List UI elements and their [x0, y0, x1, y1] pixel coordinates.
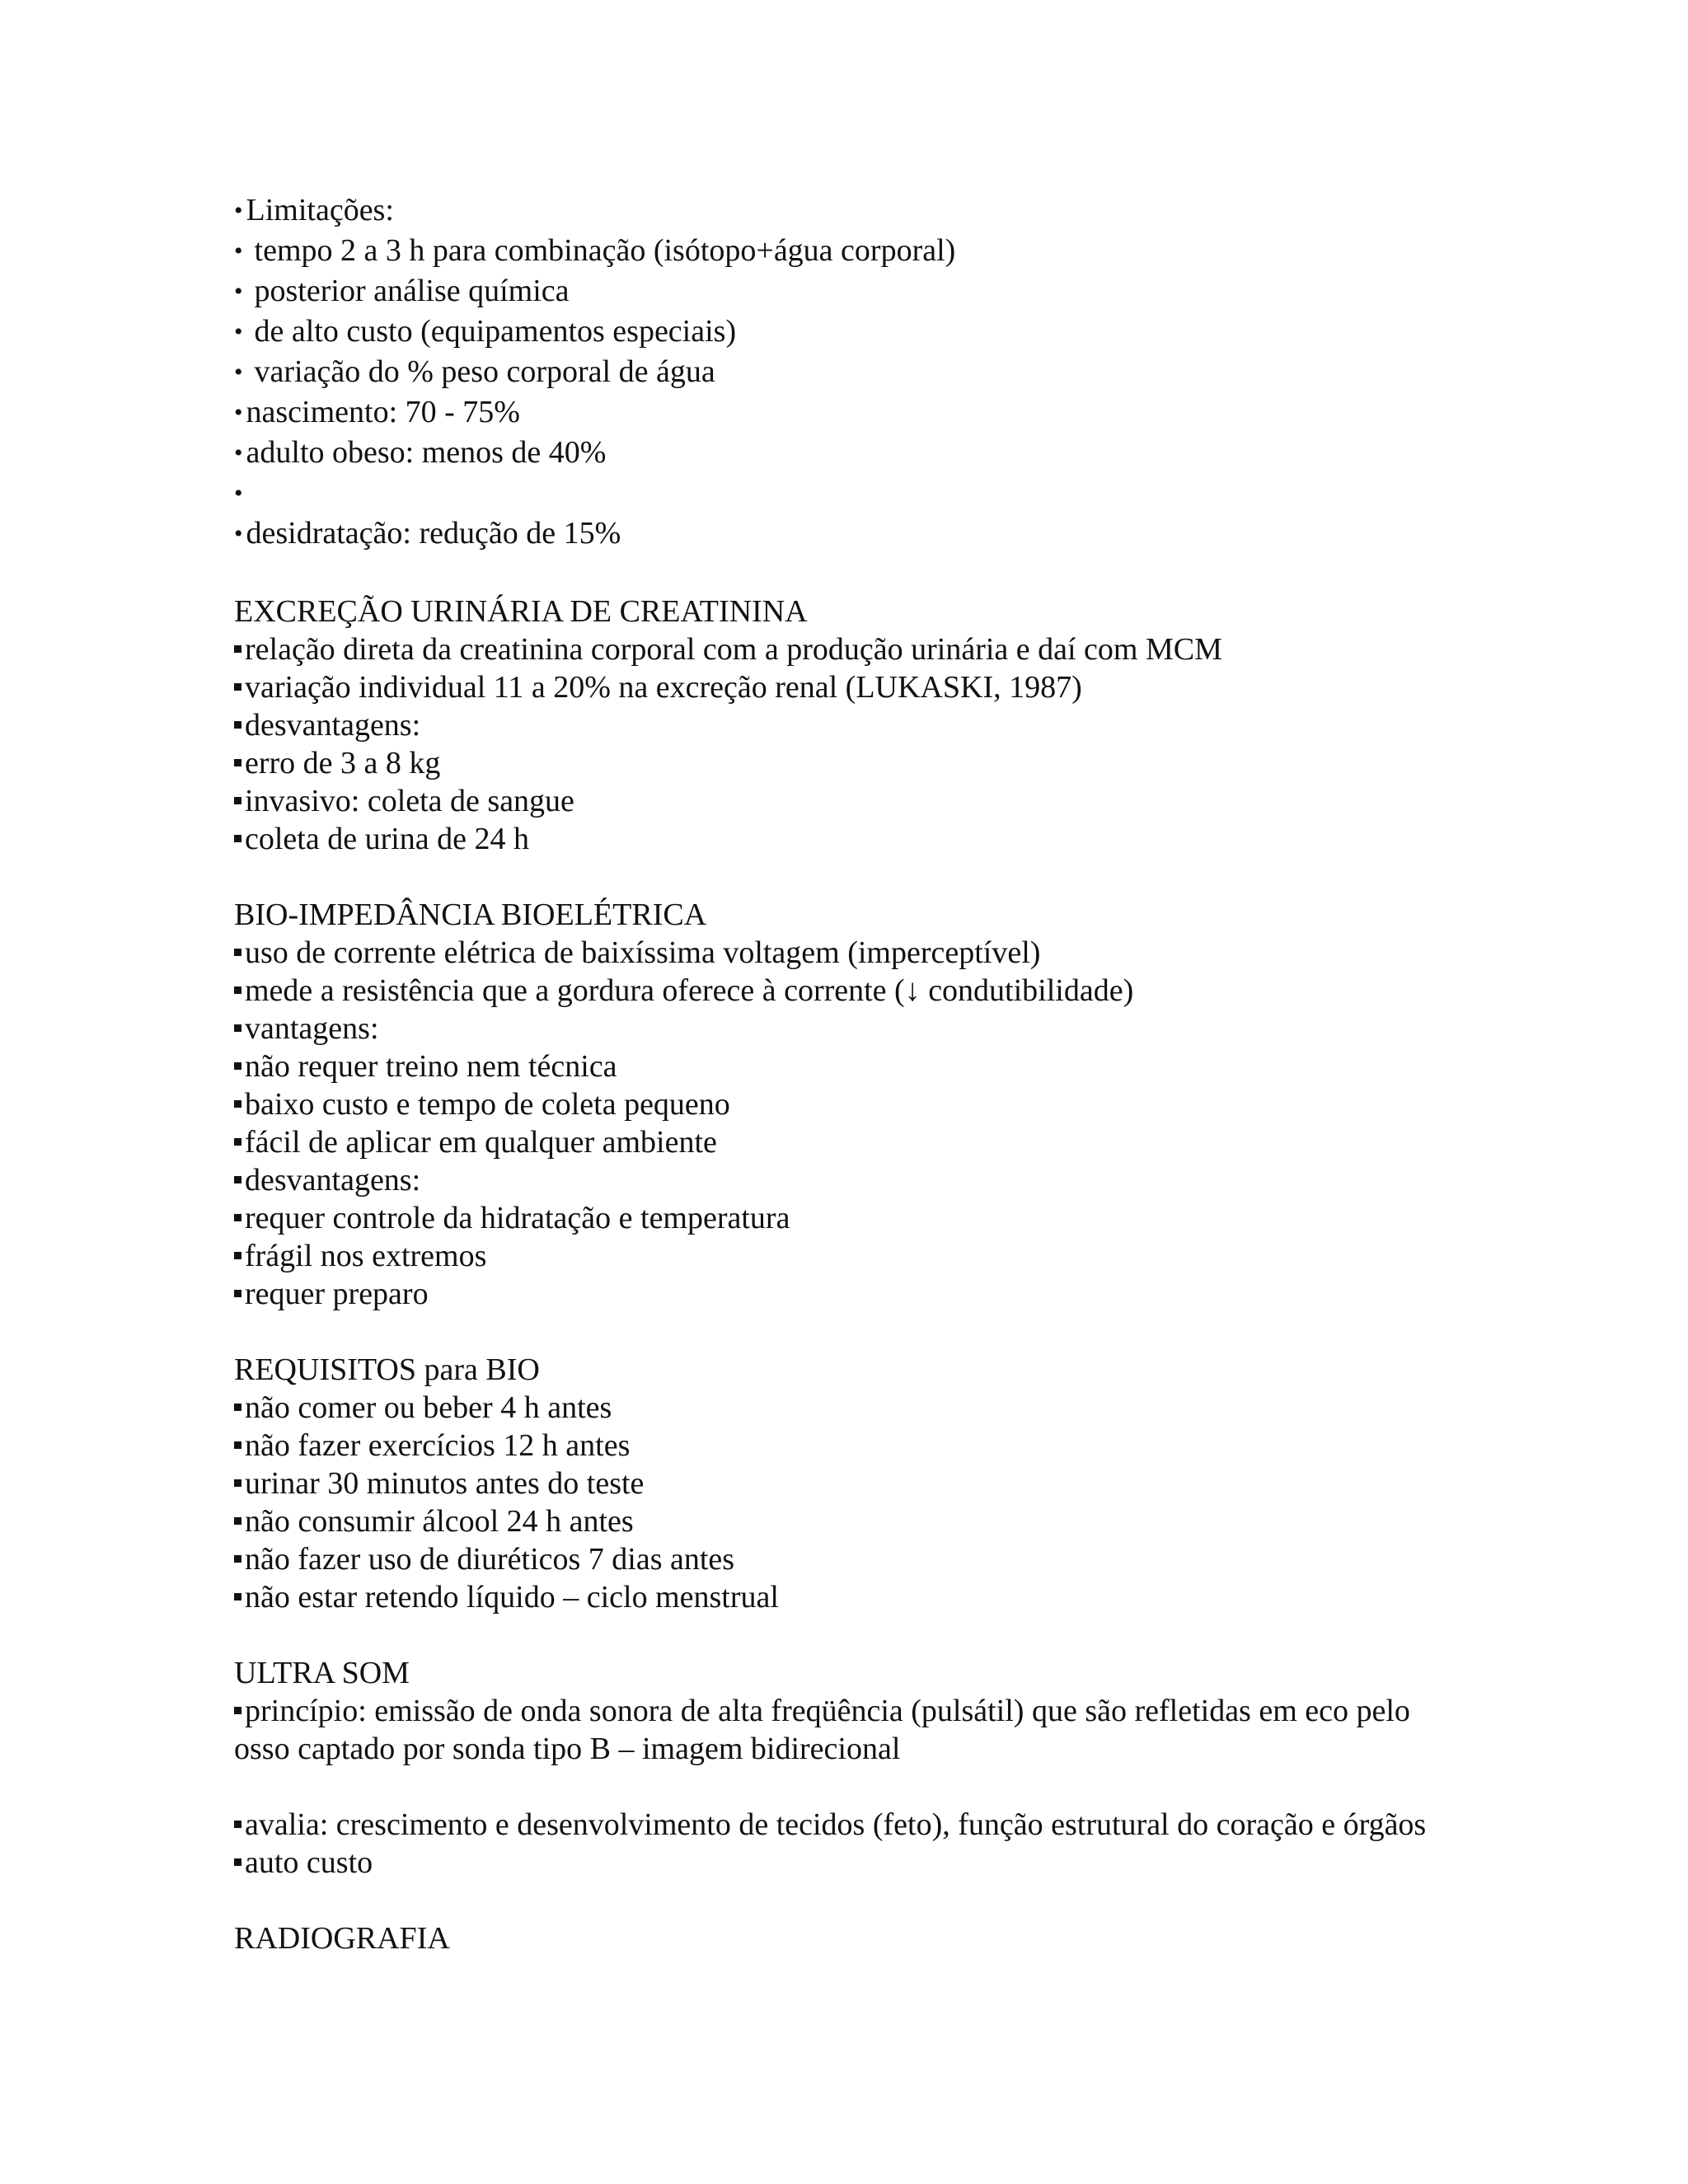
creatinina-item: coleta de urina de 24 h: [234, 820, 1454, 858]
bioimpedancia-item: fácil de aplicar em qualquer ambiente: [234, 1123, 1454, 1161]
section-gap: [234, 1313, 1454, 1351]
requisitos-item: não consumir álcool 24 h antes: [234, 1502, 1454, 1540]
radiografia-title: RADIOGRAFIA: [234, 1921, 450, 1956]
ultrasom-title: ULTRA SOM: [234, 1656, 410, 1690]
ultrasom-principio: princípio: emissão de onda sonora de alta freqüência (pulsátil) que são refletidas em eco pelo osso captado por sonda tipo B – imagem bidirecional: [234, 1692, 1454, 1768]
bioimpedancia-item: uso de corrente elétrica de baixíssima voltagem (imperceptível): [234, 934, 1454, 972]
ultrasom-custo: auto custo: [234, 1844, 1454, 1882]
creatinina-item: erro de 3 a 8 kg: [234, 744, 1454, 782]
section-gap: [234, 555, 1454, 593]
section-gap: [234, 1882, 1454, 1919]
limitacoes-subitem-empty: [234, 474, 1454, 514]
section-gap: [234, 858, 1454, 896]
creatinina-title: EXCREÇÃO URINÁRIA DE CREATININA: [234, 594, 808, 629]
bioimpedancia-item: mede a resistência que a gordura oferece à corrente (↓ condutibilidade): [234, 972, 1454, 1010]
section-gap: [234, 1768, 1454, 1806]
ultrasom-avalia: avalia: crescimento e desenvolvimento de tecidos (feto), função estrutural do coração e órgãos: [234, 1806, 1454, 1844]
requisitos-item: não fazer exercícios 12 h antes: [234, 1427, 1454, 1465]
limitacoes-subitem: • adulto obeso: menos de 40%: [234, 434, 1454, 474]
requisitos-item: não comer ou beber 4 h antes: [234, 1389, 1454, 1427]
limitacoes-subitem: • nascimento: 70 - 75%: [234, 393, 1454, 434]
requisitos-item: urinar 30 minutos antes do teste: [234, 1465, 1454, 1502]
limitacoes-subitem: • desidratação: redução de 15%: [234, 514, 1454, 555]
document-page: [234, 191, 1454, 1957]
limitacoes-item: • variação do % peso corporal de água: [234, 353, 1454, 393]
bioimpedancia-item: não requer treino nem técnica: [234, 1047, 1454, 1085]
section-gap: [234, 1616, 1454, 1654]
requisitos-item: não fazer uso de diuréticos 7 dias antes: [234, 1540, 1454, 1578]
creatinina-item: relação direta da creatinina corporal com a produção urinária e daí com MCM: [234, 630, 1454, 668]
bioimpedancia-item: frágil nos extremos: [234, 1237, 1454, 1275]
bioimpedancia-item: vantagens:: [234, 1010, 1454, 1047]
bioimpedancia-item: requer preparo: [234, 1275, 1454, 1313]
requisitos-item: não estar retendo líquido – ciclo menstrual: [234, 1578, 1454, 1616]
limitacoes-item: • de alto custo (equipamentos especiais): [234, 312, 1454, 353]
limitacoes-item: • posterior análise química: [234, 272, 1454, 312]
creatinina-item: variação individual 11 a 20% na excreção renal (LUKASKI, 1987): [234, 668, 1454, 706]
creatinina-item: desvantagens:: [234, 706, 1454, 744]
requisitos-title: REQUISITOS para BIO: [234, 1352, 540, 1387]
limitacoes-heading: • Limitações:: [234, 191, 1454, 232]
creatinina-item: invasivo: coleta de sangue: [234, 782, 1454, 820]
bioimpedancia-item: baixo custo e tempo de coleta pequeno: [234, 1085, 1454, 1123]
bioimpedancia-item: requer controle da hidratação e temperatura: [234, 1199, 1454, 1237]
limitacoes-item: • tempo 2 a 3 h para combinação (isótopo+água corporal): [234, 232, 1454, 272]
bioimpedancia-title: BIO-IMPEDÂNCIA BIOELÉTRICA: [234, 898, 707, 932]
bioimpedancia-item: desvantagens:: [234, 1161, 1454, 1199]
